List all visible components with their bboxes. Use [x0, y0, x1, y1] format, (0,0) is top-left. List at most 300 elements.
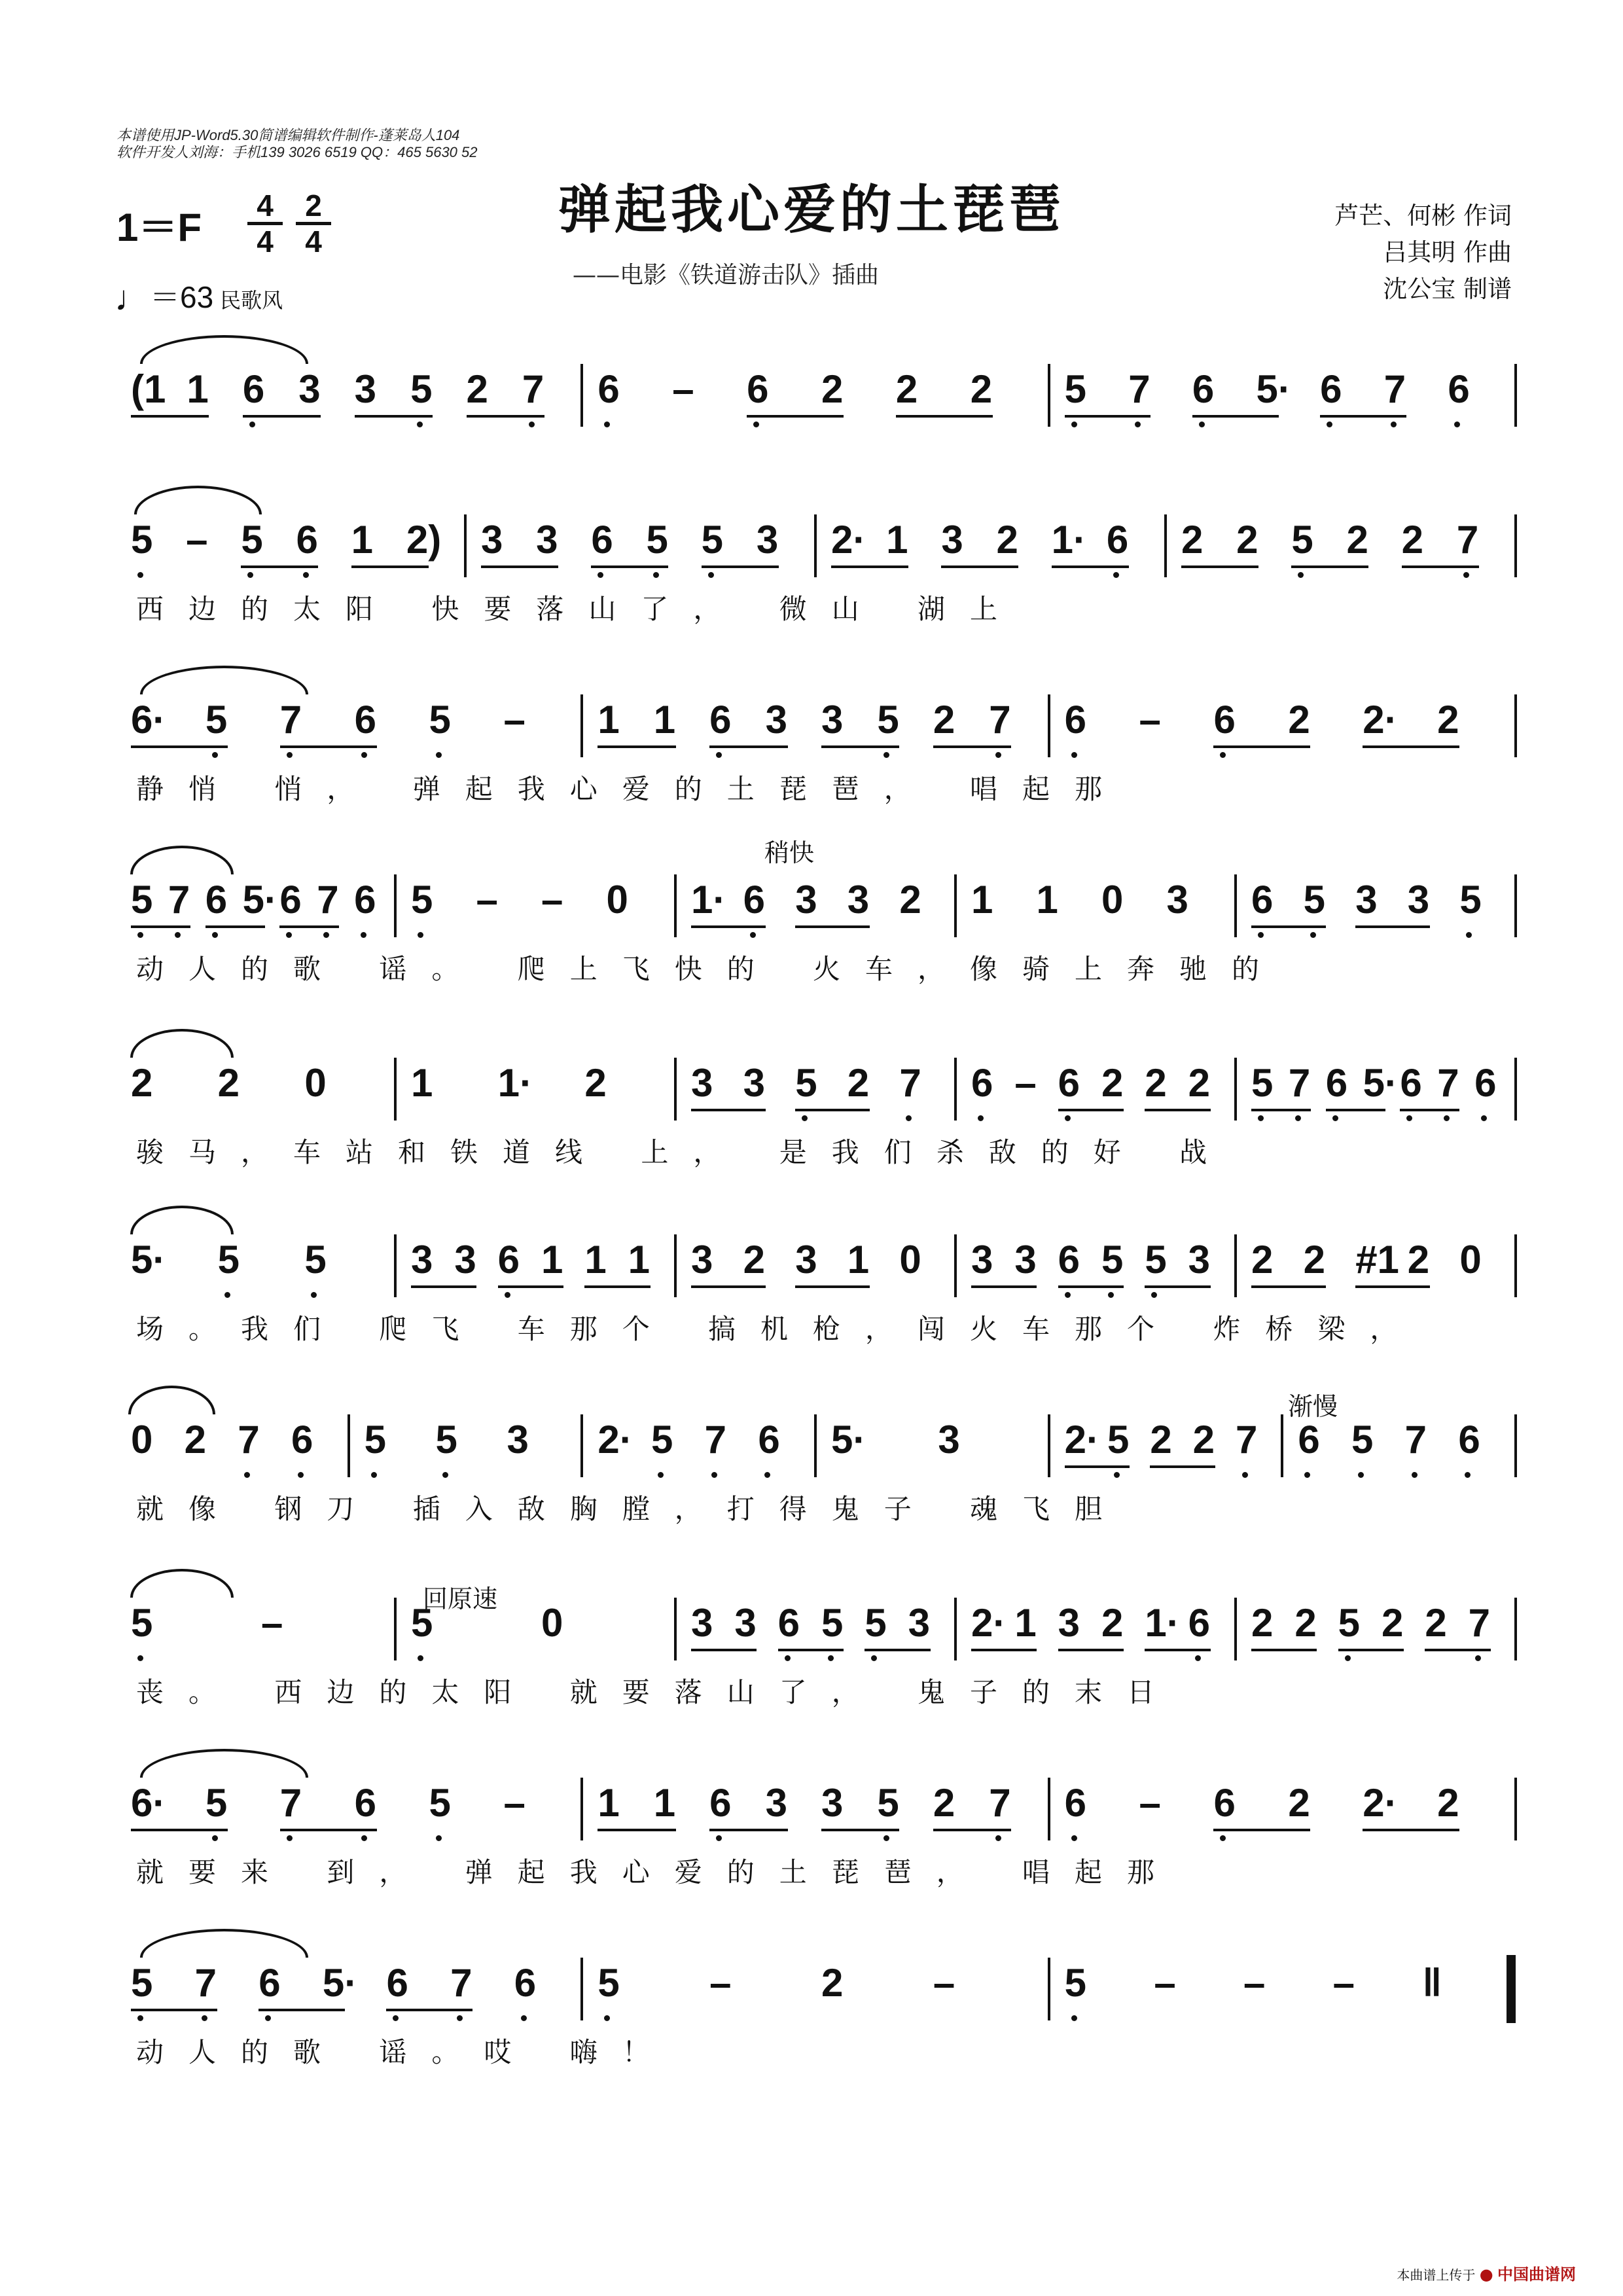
octave-dot	[1220, 752, 1226, 758]
dash-sustain: –	[1332, 1961, 1355, 2005]
note: 5	[217, 1238, 240, 1282]
beam-underline	[131, 1829, 228, 1831]
octave-dot	[1454, 422, 1460, 427]
beam-underline	[386, 2009, 473, 2011]
time-sig-bottom: 4	[257, 224, 274, 259]
note-row	[116, 684, 1517, 762]
beam-underline	[1363, 1829, 1459, 1831]
octave-dot	[202, 2015, 207, 2021]
octave-dot	[995, 752, 1001, 758]
barline	[1234, 1234, 1237, 1297]
note: 1·	[691, 878, 726, 922]
lyrics-line: 静悄 悄， 弹起我心爱的土琵琶， 唱起那	[136, 773, 1128, 805]
octave-dot	[1071, 1835, 1077, 1841]
slur	[140, 1749, 309, 1778]
credit-line-1: 本谱使用JP-Word5.30简谱编辑软件制作-蓬莱岛人104	[116, 127, 460, 143]
note: 1	[541, 1238, 563, 1282]
beam-underline	[933, 745, 1011, 748]
credit-line-2: 软件开发人刘海：手机139 3026 6519 QQ：465 5630 52	[116, 144, 478, 160]
note: 6	[1325, 1061, 1348, 1105]
note: 6	[259, 1961, 281, 2005]
lyrics-line: 丧。 西边的太阳 就要落山了， 鬼子的末日	[136, 1676, 1180, 1708]
note: 6	[1320, 367, 1342, 411]
note: 2	[1188, 1061, 1211, 1105]
note: 7	[1468, 1601, 1491, 1645]
note: 3	[971, 1238, 993, 1282]
note-row	[116, 353, 1517, 432]
octave-dot	[265, 2015, 271, 2021]
beam-underline	[1150, 1465, 1215, 1468]
note: 5·	[131, 1238, 166, 1282]
barline	[580, 364, 583, 427]
beam-underline	[1192, 415, 1279, 418]
note: 3	[411, 1238, 433, 1282]
note: 6·	[131, 1781, 166, 1825]
octave-dot	[1151, 1292, 1157, 1298]
octave-dot	[716, 752, 722, 758]
note: 6	[591, 518, 613, 562]
note: 3	[821, 698, 844, 742]
note-row	[116, 864, 1517, 942]
note: 2·	[1363, 698, 1398, 742]
note: 5	[597, 1961, 620, 2005]
octave-dot	[883, 752, 889, 758]
beam-underline	[584, 1285, 650, 1288]
marking-slower: 渐慢	[1288, 1393, 1338, 1421]
octave-dot	[1113, 572, 1119, 578]
barline	[464, 514, 467, 577]
footer-uploaded: 本曲谱上传于	[1397, 2267, 1476, 2283]
barline	[394, 1598, 397, 1660]
octave-dot	[995, 1835, 1001, 1841]
slur	[134, 486, 262, 514]
octave-dot	[1065, 1292, 1071, 1298]
note-row	[116, 1587, 1517, 1666]
note: 6	[597, 367, 620, 411]
beam-underline	[1058, 1285, 1124, 1288]
octave-dot	[286, 932, 292, 938]
octave-dot	[303, 572, 309, 578]
note: 7	[1437, 1061, 1459, 1105]
dash-sustain: –	[709, 1961, 732, 2005]
note: 6	[1192, 367, 1215, 411]
octave-dot	[137, 2015, 143, 2021]
note: 3	[691, 1061, 713, 1105]
note: 5	[1251, 1061, 1274, 1105]
lyrics-line: 西边的太阳 快要落山了， 微山 湖上	[136, 593, 1023, 625]
beam-underline	[821, 745, 899, 748]
note: 2	[743, 1238, 765, 1282]
note: 5	[1351, 1418, 1374, 1462]
note: 3	[354, 367, 377, 411]
note: 5	[821, 1601, 844, 1645]
note: 5	[205, 698, 228, 742]
beam-underline	[709, 1829, 787, 1831]
note: 3	[847, 878, 870, 922]
beam-underline	[467, 415, 544, 418]
octave-dot	[529, 422, 535, 427]
note: 5	[429, 698, 451, 742]
note: 5	[1064, 367, 1087, 411]
beam-underline	[1355, 1285, 1430, 1288]
note: 2	[1346, 518, 1368, 562]
note: 2	[1382, 1601, 1404, 1645]
note: 2·	[971, 1601, 1007, 1645]
beam-underline	[131, 745, 228, 748]
note: 1	[653, 1781, 676, 1825]
note: 2	[1294, 1601, 1317, 1645]
beam-underline	[1052, 565, 1129, 568]
barline	[580, 694, 583, 757]
note: 1	[584, 1238, 607, 1282]
barline	[580, 1414, 583, 1477]
note: 3	[734, 1601, 757, 1645]
note: 6	[1188, 1601, 1211, 1645]
beam-underline	[597, 1829, 675, 1831]
barline	[1234, 1598, 1237, 1660]
barline	[1514, 1414, 1517, 1477]
note: 6	[743, 878, 765, 922]
note: 3	[938, 1418, 960, 1462]
note: (1	[131, 367, 166, 411]
octave-dot	[361, 932, 366, 938]
beam-underline	[691, 925, 766, 928]
style-label: 民歌风	[220, 289, 283, 312]
octave-dot	[361, 1835, 367, 1841]
note: 2	[933, 1781, 955, 1825]
barline	[954, 1598, 957, 1660]
note: 2·	[1064, 1418, 1100, 1462]
note: 1·	[1145, 1601, 1180, 1645]
note: 0	[541, 1601, 563, 1645]
octave-dot	[287, 1835, 293, 1841]
note: 3	[756, 518, 779, 562]
barline	[1048, 364, 1050, 427]
note: 6	[1064, 1781, 1087, 1825]
octave-dot	[175, 932, 181, 938]
barline	[1048, 1778, 1050, 1840]
slur	[130, 846, 234, 874]
barline	[1234, 874, 1237, 937]
note: 2)	[406, 518, 442, 562]
note-row	[116, 1224, 1517, 1302]
beam-underline	[279, 925, 339, 928]
beam-underline	[481, 565, 558, 568]
note: 7	[1288, 1061, 1311, 1105]
note: 2	[996, 518, 1018, 562]
beam-underline	[971, 1649, 1037, 1651]
octave-dot	[828, 1655, 834, 1661]
quarter-note-icon: ♩	[115, 279, 150, 318]
note: 2	[584, 1061, 607, 1105]
note: 6	[1474, 1061, 1497, 1105]
octave-dot	[716, 1835, 722, 1841]
octave-dot	[711, 1472, 717, 1478]
beam-underline	[411, 1285, 476, 1288]
note: 3	[743, 1061, 765, 1105]
note: 3	[1355, 878, 1378, 922]
note: 2	[466, 367, 488, 411]
beam-underline	[971, 1285, 1037, 1288]
dash-sustain: –	[1014, 1061, 1037, 1105]
lyrics-line: 就像 钢刀 插入敌胸膛，打得鬼子 魂飞胆	[136, 1493, 1128, 1525]
beam-underline	[1251, 1285, 1326, 1288]
note: 6	[1448, 367, 1470, 411]
lyrics-line: 就要来 到， 弹起我心爱的土琵琶， 唱起那	[136, 1856, 1180, 1888]
octave-dot	[371, 1472, 377, 1478]
beam-underline	[280, 1829, 377, 1831]
note: 3	[1166, 878, 1188, 922]
octave-dot	[1298, 572, 1304, 578]
note: 2	[184, 1418, 207, 1462]
octave-dot	[1199, 422, 1205, 427]
dash-sustain: –	[261, 1601, 283, 1645]
note: 1	[653, 698, 676, 742]
octave-dot	[785, 1655, 791, 1661]
barline	[394, 1234, 397, 1297]
note: 0	[899, 1238, 921, 1282]
note: 2	[1101, 1061, 1124, 1105]
octave-dot	[298, 1472, 304, 1478]
octave-dot	[1391, 422, 1397, 427]
octave-dot	[1108, 1292, 1114, 1298]
note: 5·	[242, 878, 277, 922]
song-title: 弹起我心爱的土琵琶	[558, 179, 1065, 240]
note: 3	[298, 367, 321, 411]
beam-underline	[795, 1109, 870, 1111]
arranger: 沈公宝 制谱	[1383, 275, 1512, 303]
octave-dot	[1304, 1472, 1310, 1478]
beam-underline	[831, 565, 908, 568]
octave-dot	[1466, 932, 1472, 938]
octave-dot	[764, 1472, 770, 1478]
beam-underline	[351, 565, 429, 568]
note: 3	[795, 1238, 817, 1282]
note: 7	[1456, 518, 1479, 562]
beam-underline	[591, 565, 668, 568]
octave-dot	[1065, 1115, 1071, 1121]
barline	[1234, 1058, 1237, 1121]
dash-sustain: –	[476, 878, 498, 922]
note: 7	[704, 1418, 727, 1462]
note: 1	[597, 698, 620, 742]
beam-underline	[1065, 1465, 1130, 1468]
beam-underline	[896, 415, 993, 418]
note: 5	[364, 1418, 387, 1462]
note: 1	[1036, 878, 1058, 922]
note: 6·	[131, 698, 166, 742]
note: 2	[1181, 518, 1204, 562]
beam-underline	[1058, 1649, 1124, 1651]
octave-dot	[1406, 1115, 1412, 1121]
note: 6	[497, 1238, 520, 1282]
lyrics-line: 场。我们 爬飞 车那个 搞机枪，闯火车那个 炸桥梁，	[136, 1313, 1423, 1345]
note: 5	[865, 1601, 887, 1645]
note: 2	[1407, 1238, 1430, 1282]
note: 0	[606, 878, 628, 922]
note: 6	[971, 1061, 993, 1105]
dash-sustain: –	[672, 367, 694, 411]
beam-underline	[131, 925, 190, 928]
note-row	[116, 1767, 1517, 1846]
beam-underline	[241, 565, 318, 568]
note: 7	[450, 1961, 473, 2005]
octave-dot	[1327, 422, 1332, 427]
octave-dot	[224, 1292, 230, 1298]
octave-dot	[653, 572, 659, 578]
octave-dot	[1258, 932, 1264, 938]
dash-sustain: –	[541, 878, 563, 922]
note: 5	[1338, 1601, 1361, 1645]
lyrics-line: 动人的歌 谣。哎 嗨！	[136, 2036, 675, 2068]
note-row	[116, 1047, 1517, 1126]
note: 2	[1145, 1061, 1167, 1105]
note: 1	[628, 1238, 651, 1282]
note: 5	[1107, 1418, 1130, 1462]
beam-underline	[131, 415, 209, 418]
beam-underline	[355, 415, 433, 418]
note: 1	[187, 367, 209, 411]
note: 5	[131, 1961, 153, 2005]
dash-sustain: –	[1243, 1961, 1266, 2005]
note: 6	[709, 1781, 732, 1825]
note: 1	[847, 1238, 870, 1282]
octave-dot	[212, 1835, 218, 1841]
octave-dot	[1071, 752, 1077, 758]
note: 2·	[1363, 1781, 1398, 1825]
note: 0	[131, 1418, 153, 1462]
note: 3	[821, 1781, 844, 1825]
note: 6	[514, 1961, 537, 2005]
octave-dot	[418, 1655, 423, 1661]
note: 1	[971, 878, 993, 922]
note: 6	[777, 1601, 800, 1645]
barline	[1048, 1958, 1050, 2020]
lyricist: 芦芒、何彬 作词	[1334, 202, 1512, 230]
note: 3	[765, 1781, 787, 1825]
note: 7	[989, 1781, 1011, 1825]
note: 2	[933, 698, 955, 742]
octave-dot	[287, 752, 293, 758]
note: 3	[536, 518, 558, 562]
beam-underline	[1145, 1649, 1210, 1651]
site-logo-icon: ●	[1479, 2265, 1493, 2284]
note: 3	[454, 1238, 476, 1282]
octave-dot	[1071, 2015, 1077, 2021]
beam-underline	[1402, 565, 1479, 568]
barline	[348, 1414, 350, 1477]
dash-sustain: –	[503, 1781, 526, 1825]
barline	[1281, 1414, 1283, 1477]
note: 2	[970, 367, 993, 411]
barline	[674, 1598, 677, 1660]
lyrics-line: 动人的歌 谣。 爬上飞快的 火车，像骑上奔驰的	[136, 953, 1285, 985]
octave-dot	[978, 1115, 984, 1121]
barline	[814, 1414, 817, 1477]
barline	[954, 1058, 957, 1121]
octave-dot	[1444, 1115, 1450, 1121]
note: 5	[131, 1601, 153, 1645]
beam-underline	[131, 2009, 217, 2011]
barline	[394, 874, 397, 937]
octave-dot	[1295, 1115, 1301, 1121]
beam-underline	[933, 1829, 1011, 1831]
barline	[1514, 1778, 1517, 1840]
beam-underline	[1213, 1829, 1310, 1831]
note: 2	[1437, 698, 1459, 742]
lyrics-line: 骏马，车站和铁道线 上， 是我们杀敌的好 战	[136, 1136, 1232, 1168]
octave-dot	[436, 752, 442, 758]
beam-underline	[691, 1109, 766, 1111]
octave-dot	[311, 1292, 317, 1298]
octave-dot	[436, 1835, 442, 1841]
marking-faster: 稍快	[764, 840, 815, 867]
dash-sustain: –	[1139, 1781, 1161, 1825]
octave-dot	[1332, 1115, 1338, 1121]
beam-underline	[1320, 415, 1406, 418]
octave-dot	[1135, 422, 1141, 427]
note: 7	[194, 1961, 217, 2005]
beam-underline	[1355, 925, 1430, 928]
note: 6	[1064, 698, 1087, 742]
note: 3	[1188, 1238, 1211, 1282]
barline	[1514, 364, 1517, 427]
note: 6	[1058, 1061, 1080, 1105]
note: 3	[481, 518, 503, 562]
beam-underline	[1145, 1109, 1210, 1111]
note: #1	[1355, 1238, 1399, 1282]
note-row	[116, 1947, 1517, 2026]
octave-dot	[1220, 1835, 1226, 1841]
octave-dot	[505, 1292, 510, 1298]
beam-underline	[691, 1285, 766, 1288]
octave-dot	[137, 572, 143, 578]
beam-underline	[1326, 1109, 1385, 1111]
slur	[130, 1029, 234, 1058]
note: 7	[1128, 367, 1150, 411]
barline	[1048, 694, 1050, 757]
note: 6	[291, 1418, 313, 1462]
beam-underline	[1251, 925, 1326, 928]
barline	[674, 1058, 677, 1121]
barline	[1514, 1234, 1517, 1297]
note: 3	[1058, 1601, 1080, 1645]
note: 6	[1458, 1418, 1480, 1462]
octave-dot	[1475, 1655, 1481, 1661]
note-row	[116, 504, 1517, 583]
note: 5	[429, 1781, 451, 1825]
note: 5	[877, 698, 899, 742]
note: 7	[1236, 1418, 1258, 1462]
beam-underline	[1400, 1109, 1459, 1111]
dash-sustain: –	[186, 518, 208, 562]
barline	[1514, 694, 1517, 757]
note: 5	[131, 878, 153, 922]
note: 3	[795, 878, 817, 922]
dash-sustain: –	[503, 698, 526, 742]
note: 6	[354, 1781, 377, 1825]
note: 2	[821, 1961, 844, 2005]
beam-underline	[821, 1829, 899, 1831]
note: 3	[1407, 878, 1430, 922]
note: 3	[691, 1601, 713, 1645]
note: 1·	[1051, 518, 1087, 562]
composer: 吕其明 作曲	[1383, 238, 1512, 266]
footer-site: 中国曲谱网	[1497, 2265, 1576, 2284]
note: 5	[205, 1781, 228, 1825]
barline	[674, 1234, 677, 1297]
octave-dot	[212, 932, 218, 938]
